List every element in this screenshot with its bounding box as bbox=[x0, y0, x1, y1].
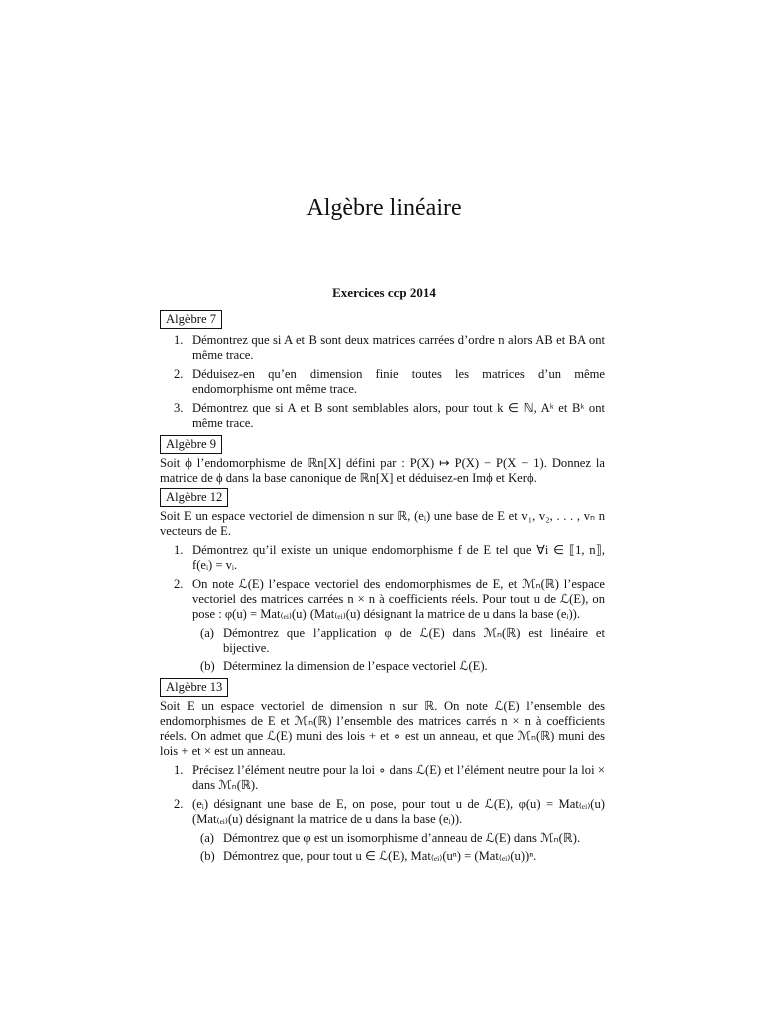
question-list bbox=[160, 543, 605, 674]
exercise-label: Algèbre 9 bbox=[160, 435, 222, 454]
question-item bbox=[160, 401, 605, 431]
subquestion-number: (a) bbox=[200, 626, 214, 640]
question-text: Démontrez que si A et B sont semblables alors, pour tout k ∈ ℕ, Aᵏ et Bᵏ ont même trace. bbox=[192, 401, 605, 430]
question-item bbox=[160, 763, 605, 793]
subquestion-text: Démontrez que l’application φ de ℒ(E) dans ℳₙ(ℝ) est linéaire et bijective. bbox=[223, 626, 605, 655]
question-item bbox=[160, 543, 605, 573]
exercise-label: Algèbre 13 bbox=[160, 678, 228, 697]
subquestion-item bbox=[192, 831, 605, 846]
subquestion-item bbox=[192, 659, 605, 674]
exercise-algebre-13 bbox=[160, 678, 605, 864]
question-item bbox=[160, 577, 605, 674]
subquestion-list bbox=[192, 626, 605, 674]
question-text: On note ℒ(E) l’espace vectoriel des endomorphismes de E, et ℳₙ(ℝ) l’espace vectoriel des matrices carrées n × n à coefficients réels. Pour tout u de ℒ(E), on pose : φ(u) = Mat₍ₑᵢ₎(u) (Mat₍ₑᵢ₎(u) désignant la matrice de u dans la base (eᵢ)). bbox=[192, 577, 605, 621]
question-text: Démontrez que si A et B sont deux matrices carrées d’ordre n alors AB et BA ont même trace. bbox=[192, 333, 605, 362]
subquestion-list bbox=[192, 831, 605, 864]
subquestion-text: Déterminez la dimension de l’espace vectoriel ℒ(E). bbox=[223, 659, 488, 673]
question-number: 3. bbox=[174, 401, 184, 415]
question-item bbox=[160, 367, 605, 397]
subquestion-number: (a) bbox=[200, 831, 214, 845]
question-number: 2. bbox=[174, 797, 184, 811]
exercise-algebre-7 bbox=[160, 310, 605, 431]
question-text: Déduisez-en qu’en dimension finie toutes les matrices d’un même endomorphisme ont même trace. bbox=[192, 367, 605, 396]
subquestion-text: Démontrez que φ est un isomorphisme d’anneau de ℒ(E) dans ℳₙ(ℝ). bbox=[223, 831, 581, 845]
question-number: 1. bbox=[174, 333, 184, 347]
exercise-statement: Soit E un espace vectoriel de dimension n sur ℝ, (eᵢ) une base de E et v₁, v₂, . . . , vₙ n vecteurs de E. bbox=[160, 509, 605, 538]
exercise-label: Algèbre 12 bbox=[160, 488, 228, 507]
exercise-label: Algèbre 7 bbox=[160, 310, 222, 329]
question-number: 1. bbox=[174, 763, 184, 777]
question-text: Démontrez qu’il existe un unique endomorphisme f de E tel que ∀i ∈ ⟦1, n⟧, f(eᵢ) = vᵢ. bbox=[192, 543, 605, 572]
question-item bbox=[160, 797, 605, 864]
question-list bbox=[160, 763, 605, 864]
subquestion-number: (b) bbox=[200, 659, 215, 673]
exercise-statement: Soit ϕ l’endomorphisme de ℝn[X] défini par : P(X) ↦ P(X) − P(X − 1). Donnez la matrice de ϕ dans la base canonique de ℝn[X] et déduisez-en Imϕ et Kerϕ. bbox=[160, 456, 605, 485]
question-text: (eᵢ) désignant une base de E, on pose, pour tout u de ℒ(E), φ(u) = Mat₍ₑᵢ₎(u) (Mat₍ₑᵢ₎(u) désignant la matrice de u dans la base (eᵢ)). bbox=[192, 797, 605, 826]
question-list bbox=[160, 333, 605, 431]
question-number: 2. bbox=[174, 577, 184, 591]
page-subtitle: Exercices ccp 2014 bbox=[332, 285, 436, 300]
question-number: 1. bbox=[174, 543, 184, 557]
exercise-statement: Soit E un espace vectoriel de dimension n sur ℝ. On note ℒ(E) l’ensemble des endomorphismes de E et ℳₙ(ℝ) l’ensemble des matrices carrés n × n à coefficients réels. On admet que ℒ(E) muni des lois + et ∘ est un anneau, et que ℳₙ(ℝ) muni des lois + et × est un anneau. bbox=[160, 699, 605, 758]
subquestion-text: Démontrez que, pour tout u ∈ ℒ(E), Mat₍ₑᵢ₎(uⁿ) = (Mat₍ₑᵢ₎(u))ⁿ. bbox=[223, 849, 537, 863]
subquestion-item bbox=[192, 626, 605, 656]
subquestion-item bbox=[192, 849, 605, 864]
subquestion-number: (b) bbox=[200, 849, 215, 863]
exercise-list bbox=[160, 310, 605, 868]
question-item bbox=[160, 333, 605, 363]
exercise-algebre-12 bbox=[160, 488, 605, 674]
question-number: 2. bbox=[174, 367, 184, 381]
question-text: Précisez l’élément neutre pour la loi ∘ dans ℒ(E) et l’élément neutre pour la loi × dans ℳₙ(ℝ). bbox=[192, 763, 605, 792]
exercise-algebre-9 bbox=[160, 435, 605, 486]
page-title: Algèbre linéaire bbox=[306, 195, 462, 221]
